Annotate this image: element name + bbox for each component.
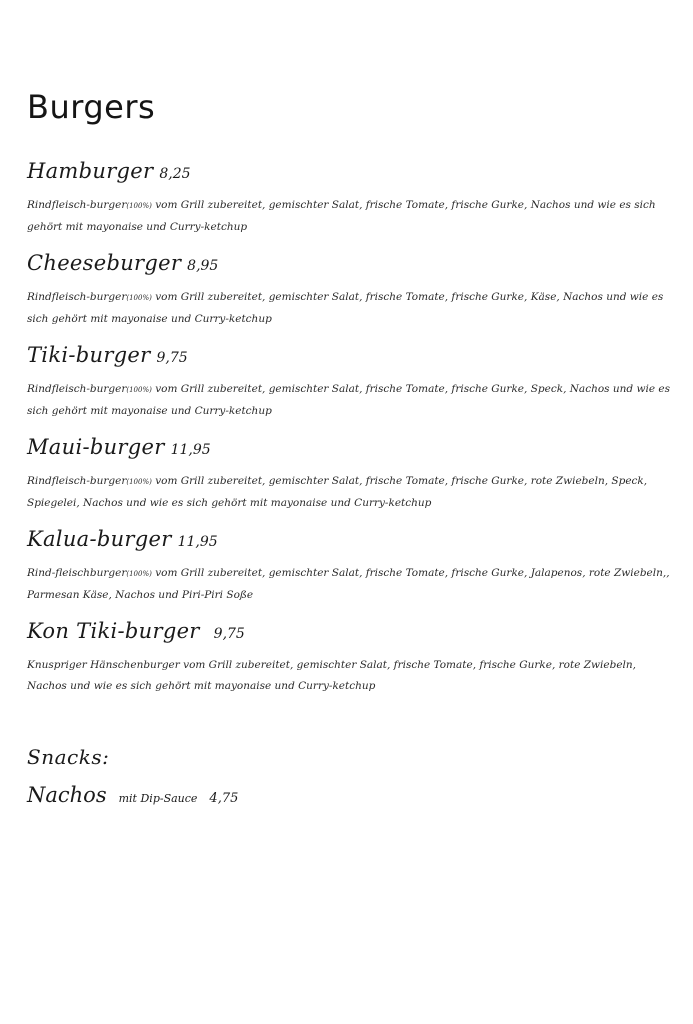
item-heading — [27, 526, 672, 555]
desc-text-rest: vom Grill zubereitet, gemischter Salat, frische Tomate, frische Gurke, Jalapenos, rote Zwiebeln,, Parmesan Käse, Nachos und Piri-Piri Soße — [27, 567, 670, 601]
desc-text: Knuspriger Hänschenburger vom Grill zubereitet, gemischter Salat, frische Tomate, frische Gurke, rote Zwiebeln, Nachos und wie es sich gehört mit mayonaise und Curry-ketchup — [27, 659, 636, 692]
item-description — [27, 379, 672, 422]
item-description — [27, 471, 672, 514]
snack-extra: mit Dip-Sauce — [118, 792, 198, 805]
item-name: Hamburger — [27, 159, 154, 183]
menu-item-cheeseburger — [27, 250, 672, 330]
item-heading — [27, 434, 672, 463]
page-title: Burgers — [27, 88, 156, 126]
item-name: Maui-burger — [27, 435, 165, 459]
menu-item-tiki-burger — [27, 342, 672, 422]
item-heading — [27, 342, 672, 371]
item-name: Kalua-burger — [27, 527, 172, 551]
item-heading — [27, 250, 672, 279]
menu-item-maui-burger — [27, 434, 672, 514]
item-price: 9,75 — [156, 350, 188, 366]
snack-item-nachos — [27, 783, 238, 807]
snack-name: Nachos — [27, 783, 107, 807]
desc-text: Rindfleisch-burger — [27, 291, 127, 303]
snacks-heading: Snacks: — [27, 745, 110, 769]
desc-text-rest: vom Grill zubereitet, gemischter Salat, frische Tomate, frische Gurke, Nachos und wie es sich gehört mit mayonaise und Curry-ketchup — [27, 199, 656, 233]
desc-text: Rindfleisch-burger — [27, 475, 127, 487]
desc-text: Rindfleisch-burger — [27, 199, 127, 211]
desc-text: Rindfleisch-burger — [27, 383, 127, 395]
item-price: 11,95 — [177, 534, 218, 550]
desc-percent: (100%) — [126, 294, 152, 302]
desc-percent: (100%) — [126, 478, 152, 486]
menu-item-kon-tiki-burger — [27, 618, 672, 697]
item-description — [27, 655, 672, 697]
item-price: 8,25 — [159, 166, 191, 182]
desc-percent: (100%) — [126, 386, 152, 394]
desc-percent: (100%) — [126, 570, 152, 578]
menu-item-kalua-burger — [27, 526, 672, 606]
item-name: Tiki-burger — [27, 343, 151, 367]
item-name: Kon Tiki-burger — [27, 619, 200, 643]
menu-item-hamburger — [27, 158, 672, 238]
item-description — [27, 287, 672, 330]
item-price: 8,95 — [187, 258, 219, 274]
item-name: Cheeseburger — [27, 251, 182, 275]
snack-price: 4,75 — [209, 791, 239, 806]
item-description — [27, 563, 672, 606]
desc-percent: (100%) — [126, 202, 152, 210]
desc-text-rest: vom Grill zubereitet, gemischter Salat, frische Tomate, frische Gurke, rote Zwiebeln, Speck, Spiegelei, Nachos und wie es sich gehört mit mayonaise und Curry-ketchup — [27, 475, 648, 509]
item-heading — [27, 158, 672, 187]
item-heading — [27, 618, 672, 647]
desc-text-rest: vom Grill zubereitet, gemischter Salat, frische Tomate, frische Gurke, Speck, Nachos und wie es sich gehört mit mayonaise und Curry-ketchup — [27, 383, 670, 417]
item-price: 9,75 — [213, 626, 245, 642]
desc-text-rest: vom Grill zubereitet, gemischter Salat, frische Tomate, frische Gurke, Käse, Nachos und wie es sich gehört mit mayonaise und Curry-ketchup — [27, 291, 664, 325]
desc-text: Rind-fleischburger — [27, 567, 127, 579]
item-price: 11,95 — [170, 442, 211, 458]
item-description — [27, 195, 672, 238]
